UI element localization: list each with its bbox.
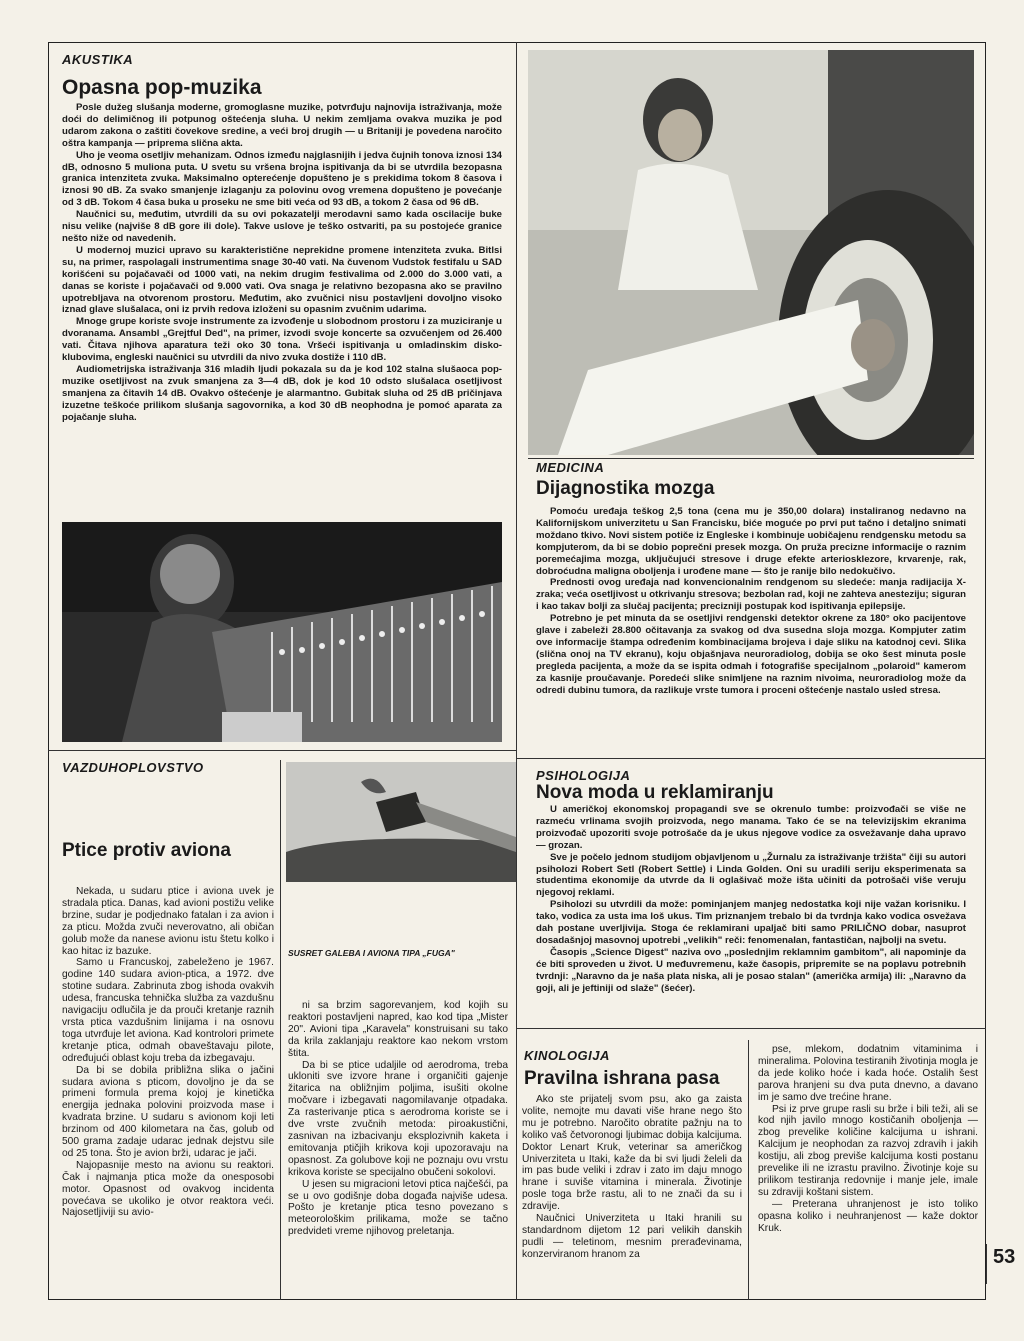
- paragraph: Psiholozi su utvrdili da može: pominjanjem manjeg nedostatka koji nije važan korisniku. I tako, vodica za usta ima loš ukus. Tim priznanjem trebalo bi da tvrdnja kako vodica osvežava dah postane uverljivija. Stoga će reklamirani upaljač biti samo PRILIČNO dobar, nasuprot dosadašnjoj masovnoj upotrebi „velikih" reči: fenomenalan, fantastičan, najbolji na svetu.: [536, 899, 966, 946]
- article-body-col1: [522, 1094, 742, 1296]
- section-divider: [528, 458, 974, 459]
- paragraph: Mnoge grupe koriste svoje instrumente za izvođenje u slobodnom prostoru i za muziciranje u dvoranama. Ansambl „Grejtful Ded", na primer, izvodi svoje koncerte sa ozvučenjem od 26.400 vati. Čitava njihova aparatura teži oko 30 tona. Vršeći ispitivanja u omladinskim disko-klubovima, engleski naučnici su utvrdili da nivo zvuka dostiže i 110 dB.: [62, 316, 502, 364]
- paragraph: Časopis „Science Digest" naziva ovo „poslednjim reklamnim gambitom", ali napominje da će biti sproveden u život. U međuvremenu, kaže časopis, pripremite se na poplavu potrebnih tvrdnji: „Naravno da je naša plata niska, ali je posao stalan" (američka armija) ili: „Naravno da goji, ali je jeftiniji od slaže" (šećer).: [536, 946, 966, 994]
- paragraph: Prednosti ovog uređaja nad konvencionalnim rendgenom su sledeće: manja radijacija X-zraka; veća osetljivost u otkrivanju stresova; bezbolan rad, koji ne zahteva anesteziju; siguran i kao takav bolji za slučaj pacijenta; precizniji postupak kod ispitivanja epilepsije.: [536, 577, 966, 613]
- article-body-col1: [62, 886, 274, 1296]
- photo-illustration: [528, 50, 974, 455]
- paragraph: Uho je veoma osetljiv mehanizam. Odnos između najglasnijih i jedva čujnih tonova iznosi 134 dB, odnosno 5 muliona puta. U svetu su vršena brojna ispitivanja da bi se utvrdila bezopasna granica intenziteta zvuka. Maksimalno opterećenje dopušteno je s prekidima tokom 8 časova i iznosi 90 dB. Za svako smanjenje izlaganju za polovinu ovog vremena dopušteno je povećanje od 3 dB. Tokom 4 časa buka u proseku ne sme biti veća od 93 dB, a tokom 2 časa od 96 dB.: [62, 149, 502, 209]
- column-divider: [516, 42, 517, 1300]
- article-body-col2: [288, 1000, 508, 1296]
- mixing-console-photo: [62, 522, 502, 742]
- paragraph: Naučnici Univerziteta u Itaki hranili su standardnom dijetom 12 pari velikih danskih pudli — teletinom, mesnim prerađevinama, konzerviranom hranom za: [522, 1213, 742, 1260]
- article-body: [62, 102, 502, 512]
- brain-scanner-photo: [528, 50, 974, 455]
- photo-caption: SUSRET GALEBA I AVIONA TIPA „FUGA": [288, 948, 455, 958]
- page-number-divider: [986, 1244, 987, 1284]
- page-number: 53: [993, 1246, 1016, 1268]
- paragraph: Samo u Francuskoj, zabeleženo je 1967. godine 140 sudara avion-ptica, a 1972. dve stotine sudara. Zabrinuta zbog ishoda ovakvih udesa, francuska tehnička služba za vazdušnu navigaciju odlučila je da prouči kretanje raznih vrsta ptica vazdušnim linijama i na osnovu toga utvrđuje let aviona. Kad kontrolori primete kretanje ptica, odmah obaveštavaju pilote, određujući oblast koju treba da izbegavaju.: [62, 957, 274, 1064]
- paragraph: Naučnici su, međutim, utvrdili da su ovi pokazatelji merodavni samo kada oscilacije buke nisu velike (najviše 8 dB gore ili dole). Takve uslove je teško ostvariti, pa su postojeće granice nešto niže od navedenih.: [62, 209, 502, 244]
- section-divider: [516, 758, 986, 759]
- section-label: AKUSTIKA: [62, 52, 134, 67]
- article-title: Ptice protiv aviona: [62, 840, 231, 861]
- paragraph: Audiometrijska istraživanja 316 mladih ljudi pokazala su da je kod 102 stalna slušaoca pop-muzike osetljivost na zvuk smanjena za 3—4 dB, dok je kod 10 odsto slušalaca osetljivost smanjena za čitavih 14 dB. Ovakvo oštećenje je alarmantno. Gubitak sluha od 25 dB pričinjava izuzetne teškoće prilikom slušanja sagovornika, a kod 30 dB neophodna je pomoć aparata za pojačanje sluha.: [62, 363, 502, 423]
- article-body: [536, 804, 966, 1022]
- paragraph: — Preterana uhranjenost je isto toliko opasna koliko i neuhranjenost — kaže doktor Kruk.: [758, 1198, 978, 1234]
- paragraph: Pomoću uređaja teškog 2,5 tona (cena mu je 350,00 dolara) instaliranog nedavno na Kalifornijskom univerzitetu u San Francisku, biće moguće po prvi put tačno i detaljno snimati moždano tkivo. Novi sistem potiče iz Engleske i kombinuje uobičajenu rendgensku metodu sa kompjuterom, da bi se dobio poprečni presek mozga. On pruža precizne informacije o raznim poremećajima mozga, uključujući stresove i druge efekte arteriosklezore, krvarenje, rak, dobroćudna maligna oboljenja i urođene mane — što je ranije bilo nedokučivo.: [536, 506, 966, 577]
- photo-illustration: [286, 762, 516, 882]
- paragraph: U jesen su migracioni letovi ptica najčešći, pa se u ovo godišnje doba događa najviše udesa. Pošto je kretanje ptica tesno povezano s meteorološkim prilikama, može se tačno predvideti vreme njihovog preletanja.: [288, 1178, 508, 1238]
- paragraph: Psi iz prve grupe rasli su brže i bili teži, ali se kod njih javilo mnogo kostičanih oboljenja — zbog prevelike količine kalcijuma u ishrani. Kalcijum je neophodan za razvoj zdravih i jakih kostiju, ali zbog previše kalcijuma kosti postanu prevelike ili ne izrastu pravilno. Životinje koje su prilikom testiranja redovnije i manje jele, imale su zdraviji koštani sistem.: [758, 1103, 978, 1198]
- paragraph: Da bi se dobila približna slika o jačini sudara aviona s pticom, dovoljno je da se primeni formula prema kojoj je kinetička energija jednaka polovini proizvoda mase i kvadrata brzine. U sudaru s avionom koji leti brzinom od 400 kilometara na čas, golub od 500 grama zadaje udarac jednak dejstvu sile od 25 tona. Što je avion brži, udarac je jači.: [62, 1064, 274, 1159]
- paragraph: Najopasnije mesto na avionu su reaktori. Čak i najmanja ptica može da onesposobi motor. Opasnost od ovakvog incidenta povećava se ukoliko je otvor reaktora veći. Najosetljiviji su avio-: [62, 1159, 274, 1219]
- section-label: VAZDUHOPLOVSTVO: [62, 760, 204, 775]
- article-body: [536, 506, 966, 744]
- article-body-col2: [758, 1044, 978, 1296]
- seagull-plane-photo: [286, 762, 516, 882]
- paragraph: Da bi se ptice udaljile od aerodroma, treba ukloniti sve izvore hrane i organičiti gajenje žitarica na obližnjim poljima, isušiti okolne močvare i izbegavati nagomilavanje otpadaka. Za rasterivanje ptica s aerodroma koriste se i dve vrste zvučnih metoda: piroakustični, zasnivan na izbacivanju eksplozivnih kaketa i emitovanja ptičjih krikova koji upozoravaju na opasnost. Za golubove koji ne poznaju ovu vrstu krikova koriste se specijalno obučeni sokolovi.: [288, 1059, 508, 1178]
- section-label: MEDICINA: [536, 460, 605, 475]
- article-title: Opasna pop-muzika: [62, 76, 262, 99]
- column-divider: [748, 1040, 749, 1300]
- section-label: PSIHOLOGIJA: [536, 768, 631, 783]
- paragraph: Nekada, u sudaru ptice i aviona uvek je stradala ptica. Danas, kad avioni postižu velike brzine, sudar je podjednako fatalan i za avion i za pticu. Možda zvuči neverovatno, ali običan golub može da nanese avionu istu štetu kolko i kao hitac iz bazuke.: [62, 886, 274, 957]
- section-label: KINOLOGIJA: [524, 1048, 610, 1063]
- photo-illustration: [62, 522, 502, 742]
- article-title: Nova moda u reklamiranju: [536, 782, 774, 803]
- section-divider: [516, 1028, 986, 1029]
- paragraph: Posle dužeg slušanja moderne, gromoglasne muzike, potvrđuju najnovija istraživanja, može doći do delimičnog ili potpunog oštećenja sluha. U nekim zemljama ovakva muzika je pod udarom zakona o zaštiti čovekove sredine, a veći broj drugih — u Britaniji je povedena naročito oštra kampanja — priprema slična akta.: [62, 102, 502, 149]
- paragraph: U modernoj muzici upravo su karakteristične neprekidne promene intenziteta zvuka. Bitlsi su, na primer, raspolagali instrumentima snage 30-40 vati. Na čuvenom Vudstok festifalu u SAD korišćeni su pojačavači od 1000 vati, na nekim drugim festivalima od 2.000 do 3.000 vati, a danas se koriste i pojačavači od 9.000 vati. Ova snaga je relativno bezopasna ako se pravilno upotrebljava na otvorenom prostoru. Međutim, ako zvučnici nisu postavljeni dovoljno visoko iznad glave slušalaca, oni iz prvih redova izloženi su opasnim zvučnim udarima.: [62, 244, 502, 316]
- article-title: Dijagnostika mozga: [536, 478, 715, 499]
- paragraph: pse, mlekom, dodatnim vitaminima i mineralima. Polovina testiranih životinja mogla je da jede koliko hoće i kada hoće. Ostalih šest parova hranjeni su dva puta dnevno, a davano im je samo dve trećine hrane.: [758, 1044, 978, 1103]
- paragraph: ni sa brzim sagorevanjem, kod kojih su reaktori postavljeni napred, kao kod tipa „Mister 20". Avioni tipa „Karavela" konstruisani su tako da krila zaklanjaju reaktore kao nekom vrstom štita.: [288, 1000, 508, 1059]
- paragraph: Potrebno je pet minuta da se osetljivi rendgenski detektor okrene za 180° oko pacijentove glave i zabeleži 28.800 očitavanja za svakog od dva susedna sloja mozga. Kompjuter zatim ove informacije štampa određenim kombinacijama brojeva i daje sliku na katodnoj cevi. Slika (slična onoj na TV ekranu), koju objašnjava neuroradiolog, dobija se oko šest minuta posle pregleda pacijenta, a može da se ispita odmah i fotografiše specijalnom „polaroid" kamerom za kasnije proučavanje. Poredeći slike snimljene na raznim nivoima, neuroradiolog može da odredi dubinu tumora, da razlikuje vrste tumora i proceni oštećenje nastalo usled stresa.: [536, 613, 966, 696]
- paragraph: Sve je počelo jednom studijom objavljenom u „Žurnalu za istraživanje tržišta" čiji su autori psiholozi Robert Setl (Robert Settle) i Linda Golden. Oni su uradili seriju eksperimenata sa studentima ekonomije da utvrde da li oglašivač može išta učiniti da potrošači više veruju njegovoj reklami.: [536, 851, 966, 899]
- paragraph: U američkoj ekonomskoj propagandi sve se okrenulo tumbe: proizvođači se više ne razmeću vrlinama svojih proizvoda, nego manama. Tako će se na televizijskim ekranima proizvođač upozoriti svoje potrošače da je ukus njegove vodice za osvežavanje daha upravo — grozan.: [536, 804, 966, 851]
- column-divider: [280, 760, 281, 1300]
- paragraph: Ako ste prijatelj svom psu, ako ga zaista volite, nemojte mu davati više hrane nego što mu je potrebno. Naročito obratite pažnju na to koliko vaš četvoronogi ljubimac dobija kalcijuma. Doktor Lenart Kruk, veterinar sa američkog Univerziteta u Itaki, kaže da bi svi ljudi želeli da im pas bude veliki i zdrav i zato im daju mnogo hrane i suviše vitamina i minerala. Životinje posle toga brže rastu, ali to ne znači da su i zdravije.: [522, 1094, 742, 1213]
- article-title: Pravilna ishrana pasa: [524, 1068, 720, 1089]
- section-divider: [48, 750, 516, 751]
